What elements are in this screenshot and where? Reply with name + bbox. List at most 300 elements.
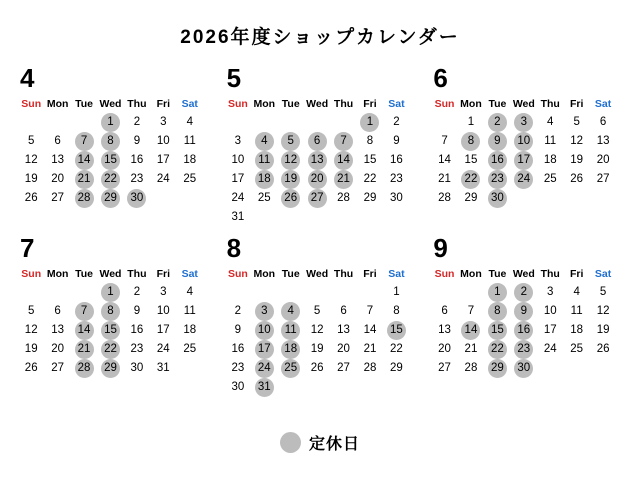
- calendar-day-holiday: [278, 170, 304, 189]
- day-number: 3: [547, 286, 554, 298]
- weekday-header-tue: Tue: [75, 98, 93, 110]
- calendar-day: [150, 132, 176, 151]
- calendar-day-empty: [278, 283, 304, 302]
- calendar-day: [590, 170, 616, 189]
- day-number: 14: [461, 321, 480, 340]
- calendar-table-8: [225, 267, 410, 397]
- calendar-day-holiday: [97, 302, 123, 321]
- weekday-header-row: [225, 97, 410, 113]
- calendar-day-empty: [590, 189, 616, 208]
- calendar-day-holiday: [304, 132, 330, 151]
- calendar-week-row: [225, 151, 410, 170]
- calendar-week-row: [18, 302, 203, 321]
- day-number: 14: [363, 324, 377, 336]
- day-number: 3: [160, 116, 167, 128]
- day-number: 30: [514, 359, 533, 378]
- calendar-day-holiday: [511, 340, 537, 359]
- calendar-day-holiday: [511, 170, 537, 189]
- day-number: 26: [570, 173, 584, 185]
- calendar-day: [458, 359, 484, 378]
- day-number: 26: [310, 362, 324, 374]
- day-number: 4: [186, 116, 193, 128]
- day-number: 27: [308, 189, 327, 208]
- calendar-day: [225, 170, 251, 189]
- calendar-day-holiday: [484, 113, 510, 132]
- calendar-day: [590, 132, 616, 151]
- day-number: 20: [596, 154, 610, 166]
- day-number: 7: [75, 132, 94, 151]
- calendar-day-holiday: [251, 378, 277, 397]
- calendar-day: [357, 321, 383, 340]
- day-number: 9: [393, 135, 400, 147]
- month-number: 8: [226, 233, 242, 263]
- day-number: 19: [596, 324, 610, 336]
- calendar-week-row: [431, 321, 616, 340]
- day-number: 30: [390, 192, 403, 204]
- calendar-day: [44, 170, 70, 189]
- day-number: 12: [596, 305, 610, 317]
- calendar-day: [225, 321, 251, 340]
- calendar-day: [150, 302, 176, 321]
- day-number: 5: [313, 305, 321, 317]
- calendar-day: [18, 189, 44, 208]
- calendar-day-empty: [278, 208, 304, 227]
- calendar-day-holiday: [251, 340, 277, 359]
- calendar-day: [431, 170, 457, 189]
- weekday-header-fri: Fri: [363, 98, 377, 110]
- calendar-day: [330, 359, 356, 378]
- day-number: 17: [514, 151, 533, 170]
- day-number: 11: [570, 305, 583, 317]
- calendar-day-holiday: [278, 151, 304, 170]
- day-number: 20: [337, 343, 350, 355]
- day-number: 19: [24, 173, 38, 185]
- day-number: 18: [255, 170, 274, 189]
- day-number: 31: [156, 362, 170, 374]
- weekday-header-mon: Mon: [253, 98, 276, 110]
- calendar-week-row: [431, 151, 616, 170]
- calendar-day-holiday: [330, 132, 356, 151]
- day-number: 13: [51, 324, 65, 336]
- calendar-day: [383, 340, 409, 359]
- calendar-day: [383, 132, 409, 151]
- calendar-week-row: [225, 132, 410, 151]
- weekday-header-tue: Tue: [281, 98, 300, 110]
- calendar-day-holiday: [97, 170, 123, 189]
- weekday-header-tue: Tue: [488, 268, 507, 280]
- calendar-week-row: [225, 170, 410, 189]
- weekday-header-tue: Tue: [281, 268, 300, 280]
- day-number: 23: [130, 343, 144, 355]
- calendar-day: [124, 340, 150, 359]
- weekday-header-sat: Sat: [594, 268, 612, 280]
- day-number: 23: [488, 170, 507, 189]
- weekday-header-thu: Thu: [540, 268, 560, 280]
- day-number: 28: [337, 192, 350, 204]
- calendar-day-empty: [537, 189, 563, 208]
- calendar-day-empty: [304, 283, 330, 302]
- calendar-day: [124, 302, 150, 321]
- calendar-day-empty: [563, 359, 589, 378]
- calendar-day-holiday: [383, 321, 409, 340]
- calendar-day-holiday: [511, 321, 537, 340]
- calendar-day-holiday: [251, 151, 277, 170]
- day-number: 16: [514, 321, 533, 340]
- day-number: 26: [24, 192, 38, 204]
- day-number: 20: [438, 343, 451, 355]
- calendar-day-holiday: [484, 189, 510, 208]
- calendar-day: [251, 189, 277, 208]
- calendar-week-row: [431, 283, 616, 302]
- calendar-day: [563, 151, 589, 170]
- calendar-week-row: [18, 359, 203, 378]
- calendar-day: [431, 321, 457, 340]
- calendar-day: [150, 359, 176, 378]
- calendar-day-holiday: [511, 113, 537, 132]
- weekday-header-fri: Fri: [156, 98, 171, 110]
- calendar-day: [590, 321, 616, 340]
- calendar-day: [357, 170, 383, 189]
- calendar-day: [383, 302, 409, 321]
- day-number: 8: [461, 132, 480, 151]
- calendar-body: [431, 113, 616, 208]
- holiday-marker-icon: [280, 432, 301, 453]
- calendar-day: [177, 321, 203, 340]
- calendar-day-holiday: [484, 151, 510, 170]
- calendar-day: [177, 340, 203, 359]
- calendar-day-empty: [383, 208, 409, 227]
- calendar-table-9: [431, 267, 616, 378]
- calendar-day: [18, 321, 44, 340]
- day-number: 4: [186, 286, 193, 298]
- day-number: 6: [441, 305, 448, 317]
- day-number: 12: [281, 151, 300, 170]
- day-number: 29: [101, 189, 120, 208]
- day-number: 3: [255, 302, 274, 321]
- day-number: 6: [308, 132, 327, 151]
- calendar-day: [304, 321, 330, 340]
- calendar-day-empty: [357, 283, 383, 302]
- day-number: 22: [101, 170, 120, 189]
- day-number: 2: [133, 116, 141, 128]
- day-number: 5: [28, 135, 35, 147]
- calendar-day-holiday: [278, 359, 304, 378]
- day-number: 5: [573, 116, 580, 128]
- calendar-day-empty: [304, 208, 330, 227]
- calendar-day: [458, 340, 484, 359]
- calendar-day: [304, 302, 330, 321]
- day-number: 10: [543, 305, 557, 317]
- calendar-day-empty: [225, 283, 251, 302]
- calendar-day: [590, 283, 616, 302]
- day-number: 11: [255, 151, 274, 170]
- weekday-header-mon: Mon: [46, 98, 69, 110]
- calendar-day: [458, 113, 484, 132]
- calendar-day: [537, 321, 563, 340]
- calendar-table-4: [18, 97, 203, 208]
- calendar-day: [458, 189, 484, 208]
- day-number: 15: [101, 321, 120, 340]
- calendar-day: [383, 283, 409, 302]
- day-number: 7: [334, 132, 353, 151]
- calendar-day: [357, 340, 383, 359]
- calendar-day: [18, 340, 44, 359]
- calendar-table-7: [18, 267, 203, 378]
- weekday-header-wed: Wed: [306, 98, 329, 110]
- calendar-week-row: [225, 208, 410, 227]
- day-number: 21: [334, 170, 353, 189]
- calendar-day-holiday: [97, 151, 123, 170]
- day-number: 21: [438, 173, 451, 185]
- calendar-day: [330, 189, 356, 208]
- day-number: 6: [599, 116, 607, 128]
- calendar-day-holiday: [97, 283, 123, 302]
- day-number: 2: [514, 283, 533, 302]
- calendar-day: [330, 321, 356, 340]
- calendar-day-empty: [330, 283, 356, 302]
- day-number: 1: [101, 283, 120, 302]
- day-number: 23: [390, 173, 403, 185]
- day-number: 28: [75, 189, 94, 208]
- calendar-day-empty: [18, 113, 44, 132]
- day-number: 4: [255, 132, 274, 151]
- calendar-body: [225, 283, 410, 397]
- calendar-day: [537, 340, 563, 359]
- calendar-day-holiday: [97, 132, 123, 151]
- weekday-header-row: [225, 267, 410, 283]
- day-number: 20: [51, 343, 65, 355]
- day-number: 15: [387, 321, 406, 340]
- day-number: 13: [308, 151, 327, 170]
- calendar-day: [44, 340, 70, 359]
- calendar-day: [590, 340, 616, 359]
- calendar-day-empty: [18, 283, 44, 302]
- calendar-day-holiday: [71, 359, 97, 378]
- day-number: 28: [75, 359, 94, 378]
- day-number: 12: [24, 154, 38, 166]
- day-number: 5: [28, 305, 35, 317]
- weekday-header-row: [18, 267, 203, 283]
- calendar-day-holiday: [330, 151, 356, 170]
- day-number: 16: [488, 151, 507, 170]
- calendar-day-empty: [357, 378, 383, 397]
- day-number: 6: [340, 305, 347, 317]
- day-number: 24: [231, 192, 245, 204]
- day-number: 18: [281, 340, 300, 359]
- calendar-day: [431, 189, 457, 208]
- day-number: 22: [363, 173, 377, 185]
- calendar-day: [330, 302, 356, 321]
- calendar-day: [537, 113, 563, 132]
- weekday-header-thu: Thu: [333, 98, 354, 110]
- calendar-day: [357, 189, 383, 208]
- day-number: 22: [461, 170, 480, 189]
- calendar-day-holiday: [484, 170, 510, 189]
- day-number: 16: [130, 324, 144, 336]
- day-number: 22: [488, 340, 507, 359]
- calendar-week-row: [225, 189, 410, 208]
- calendar-day-empty: [330, 113, 356, 132]
- day-number: 26: [281, 189, 300, 208]
- month-number: 5: [226, 63, 242, 93]
- calendar-week-row: [225, 378, 410, 397]
- calendar-day-empty: [431, 283, 457, 302]
- calendar-week-row: [225, 283, 410, 302]
- calendar-week-row: [225, 340, 410, 359]
- calendar-day-empty: [357, 208, 383, 227]
- weekday-header-sun: Sun: [434, 268, 455, 280]
- calendar-day-empty: [590, 359, 616, 378]
- day-number: 25: [281, 359, 300, 378]
- day-number: 25: [570, 343, 584, 355]
- day-number: 17: [156, 324, 170, 336]
- calendar-day-holiday: [278, 132, 304, 151]
- day-number: 23: [231, 362, 245, 374]
- weekday-header-fri: Fri: [569, 98, 584, 110]
- calendar-day-holiday: [97, 340, 123, 359]
- calendar-day-holiday: [357, 113, 383, 132]
- calendar-day-holiday: [484, 283, 510, 302]
- month-number: 6: [433, 63, 448, 93]
- calendar-day-holiday: [124, 189, 150, 208]
- day-number: 4: [573, 286, 580, 298]
- calendar-week-row: [225, 302, 410, 321]
- calendar-day-empty: [44, 113, 70, 132]
- calendar-day: [225, 189, 251, 208]
- weekday-header-tue: Tue: [75, 268, 93, 280]
- weekday-header-wed: Wed: [99, 98, 122, 110]
- day-number: 1: [488, 283, 507, 302]
- calendar-day-holiday: [251, 170, 277, 189]
- calendar-day: [383, 113, 409, 132]
- calendar-day: [44, 132, 70, 151]
- weekday-header-mon: Mon: [460, 98, 482, 110]
- weekday-header-sat: Sat: [181, 268, 198, 280]
- calendar-day-holiday: [278, 321, 304, 340]
- weekday-header-wed: Wed: [512, 98, 535, 110]
- calendar-week-row: [18, 283, 203, 302]
- calendar-day: [150, 113, 176, 132]
- day-number: 27: [438, 362, 451, 374]
- calendar-day: [383, 359, 409, 378]
- calendar-day: [18, 132, 44, 151]
- day-number: 29: [390, 362, 403, 374]
- calendar-day: [383, 189, 409, 208]
- day-number: 1: [360, 113, 379, 132]
- calendar-week-row: [18, 132, 203, 151]
- month-block-6: [423, 59, 630, 229]
- calendar-day: [537, 151, 563, 170]
- day-number: 10: [156, 305, 170, 317]
- calendar-day: [124, 113, 150, 132]
- day-number: 10: [156, 135, 170, 147]
- calendar-day-empty: [511, 189, 537, 208]
- calendar-week-row: [431, 132, 616, 151]
- day-number: 23: [130, 173, 144, 185]
- calendar-day-empty: [225, 113, 251, 132]
- day-number: 7: [366, 305, 374, 317]
- weekday-header-wed: Wed: [99, 268, 122, 280]
- weekday-header-row: [431, 97, 616, 113]
- calendar-day: [150, 151, 176, 170]
- weekday-header-sun: Sun: [434, 98, 455, 110]
- calendar-day: [431, 151, 457, 170]
- day-number: 17: [156, 154, 170, 166]
- day-number: 22: [101, 340, 120, 359]
- day-number: 14: [75, 151, 94, 170]
- calendar-day: [458, 151, 484, 170]
- calendar-week-row: [431, 359, 616, 378]
- day-number: 30: [231, 381, 245, 393]
- calendar-day: [563, 132, 589, 151]
- day-number: 15: [363, 154, 377, 166]
- day-number: 25: [183, 173, 197, 185]
- calendar-week-row: [225, 113, 410, 132]
- day-number: 7: [441, 135, 448, 147]
- calendar-day: [330, 340, 356, 359]
- calendar-day-holiday: [97, 321, 123, 340]
- weekday-header-sat: Sat: [388, 268, 405, 280]
- calendar-day-empty: [71, 113, 97, 132]
- calendar-day-holiday: [484, 340, 510, 359]
- calendar-day-holiday: [71, 302, 97, 321]
- weekday-header-wed: Wed: [306, 268, 329, 280]
- calendar-week-row: [18, 151, 203, 170]
- legend-label: 定休日: [308, 436, 360, 453]
- calendar-week-row: [18, 113, 203, 132]
- day-number: 10: [255, 321, 274, 340]
- calendar-day-holiday: [304, 170, 330, 189]
- calendar-day: [225, 302, 251, 321]
- day-number: 19: [281, 170, 300, 189]
- calendar-day: [150, 340, 176, 359]
- day-number: 5: [599, 286, 607, 298]
- calendar-day-empty: [458, 283, 484, 302]
- calendar-week-row: [18, 340, 203, 359]
- day-number: 25: [257, 192, 271, 204]
- calendar-day: [537, 283, 563, 302]
- day-number: 11: [281, 321, 300, 340]
- calendar-day-holiday: [304, 151, 330, 170]
- calendar-day-holiday: [71, 189, 97, 208]
- calendar-week-row: [431, 113, 616, 132]
- day-number: 10: [514, 132, 533, 151]
- calendar-day-holiday: [484, 359, 510, 378]
- month-number: 4: [20, 63, 35, 93]
- day-number: 8: [488, 302, 507, 321]
- calendar-day-empty: [537, 359, 563, 378]
- day-number: 17: [231, 173, 245, 185]
- calendar-week-row: [431, 170, 616, 189]
- day-number: 4: [547, 116, 554, 128]
- calendar-day: [563, 283, 589, 302]
- calendar-day-holiday: [484, 302, 510, 321]
- calendar-week-row: [431, 302, 616, 321]
- calendar-day-empty: [563, 189, 589, 208]
- calendar-day-holiday: [511, 151, 537, 170]
- calendar-day-holiday: [458, 170, 484, 189]
- calendar-day-empty: [278, 378, 304, 397]
- calendar-day-holiday: [251, 302, 277, 321]
- day-number: 3: [514, 113, 533, 132]
- day-number: 21: [75, 340, 94, 359]
- day-number: 6: [54, 135, 61, 147]
- calendar-day: [537, 170, 563, 189]
- day-number: 29: [488, 359, 507, 378]
- calendar-day: [177, 151, 203, 170]
- day-number: 16: [130, 154, 144, 166]
- day-number: 1: [393, 286, 400, 298]
